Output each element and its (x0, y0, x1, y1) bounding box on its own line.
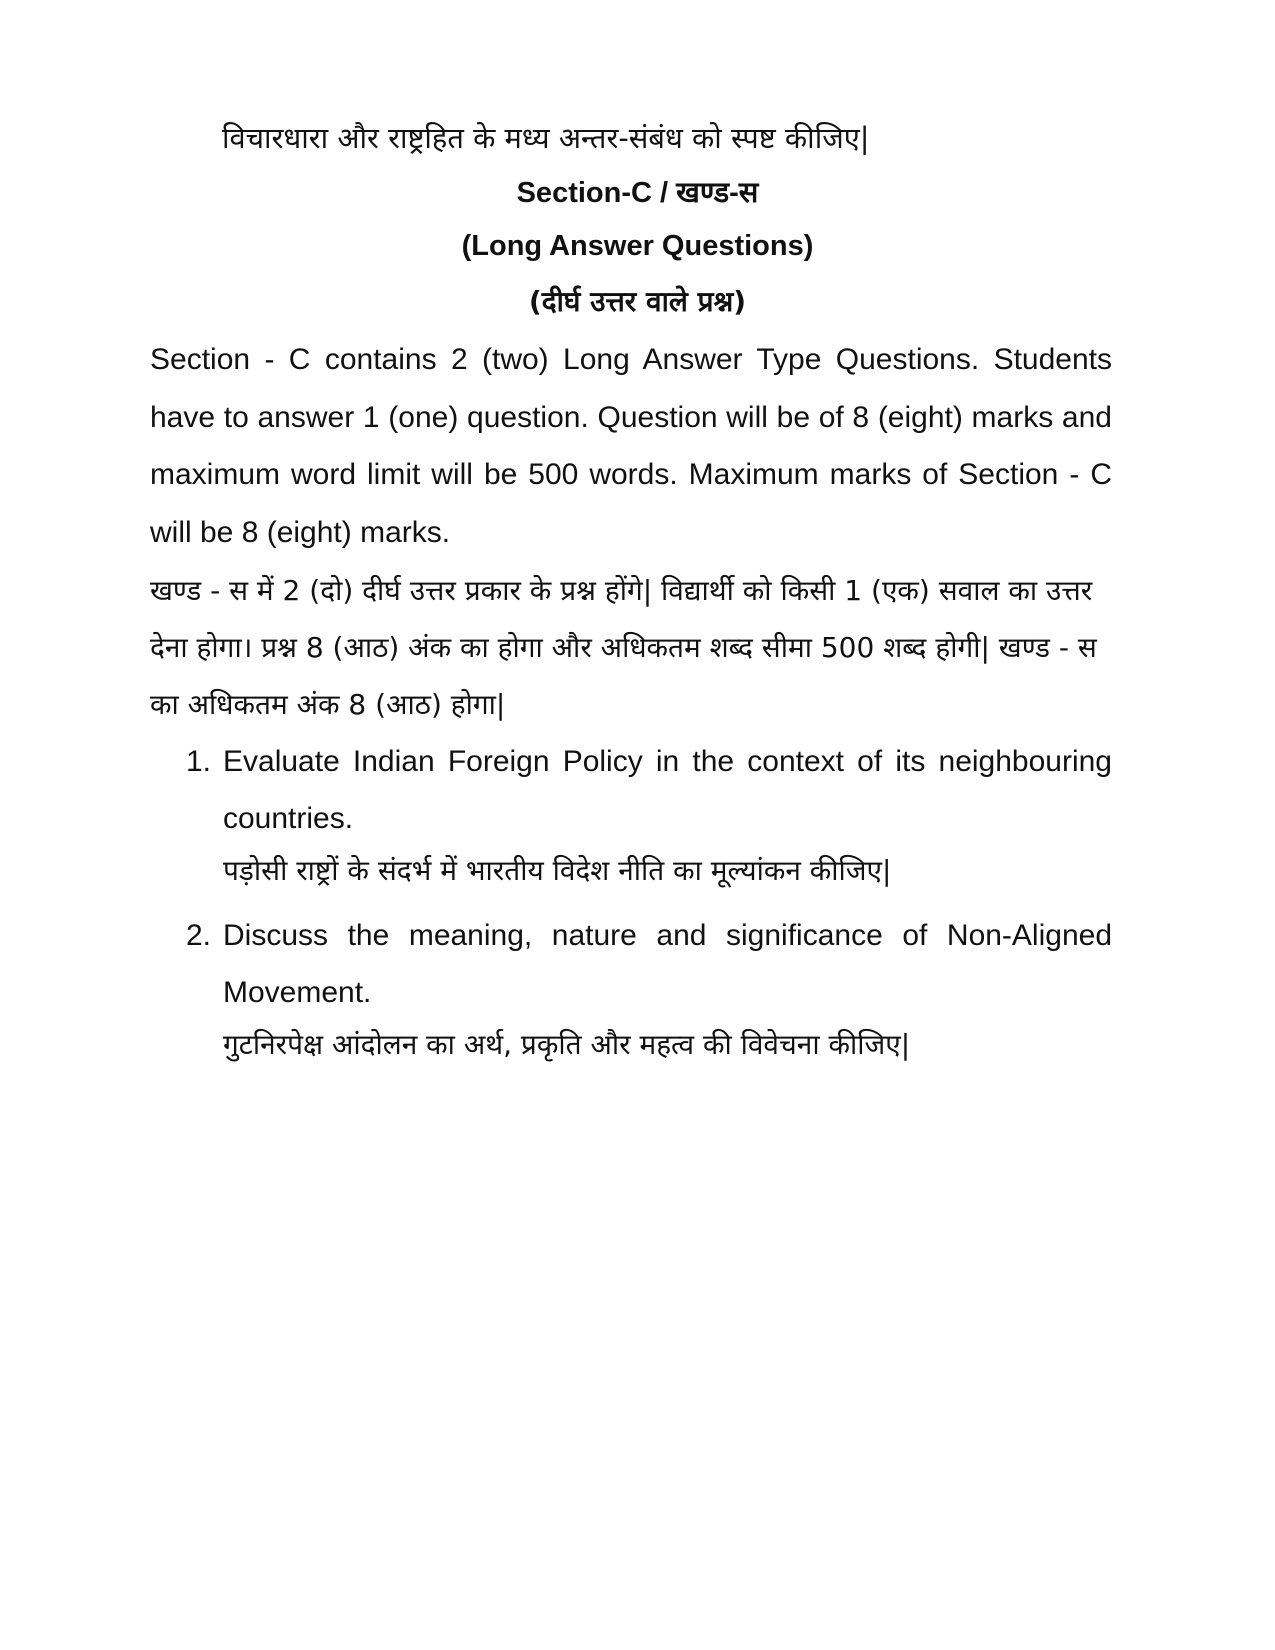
previous-question-text: विचारधारा और राष्ट्रहित के मध्य अन्तर-संबंध को स्पष्ट कीजिए| (222, 121, 870, 155)
question-number: 2. (186, 919, 212, 952)
question-text-hindi: पड़ोसी राष्ट्रों के संदर्भ में भारतीय विदेश नीति का मूल्यांकन कीजिए| (223, 854, 892, 887)
question-text-hindi: गुटनिरपेक्ष आंदोलन का अर्थ, प्रकृति और महत्व की विवेचना कीजिए| (223, 1028, 911, 1061)
section-subheading-hindi: (दीर्घ उत्तर वाले प्रश्न) (528, 285, 747, 318)
question-text-english: Discuss the meaning, nature and significance of Non-Aligned Movement. (223, 919, 1112, 1009)
section-subheading-english: (Long Answer Questions) (461, 230, 814, 262)
question-number: 1. (186, 745, 212, 778)
section-heading: Section-C / खण्ड-स (516, 177, 759, 209)
instructions-hindi: खण्ड - स में 2 (दो) दीर्घ उत्तर प्रकार के प्रश्न होंगे| विद्यार्थी को किसी 1 (एक) सवाल का उत्तर देना होगा। प्रश्न 8 (आठ) अंक का होगा और अधिकतम शब्द सीमा 500 शब्द होगी| खण्ड - स का अधिकतम अंक 8 (आठ) होगा| (150, 574, 1097, 721)
question-list (150, 733, 1112, 1081)
instructions-english: Section - C contains 2 (two) Long Answer Type Questions. Students have to answer 1 (one) question. Question will be of 8 (eight) marks and maximum word limit will be 500 words. Maximum marks of Section - C will be 8 (eight) marks. (150, 343, 1112, 549)
question-item (150, 733, 1112, 893)
question-item (150, 907, 1112, 1067)
question-text-english: Evaluate Indian Foreign Policy in the context of its neighbouring countries. (223, 745, 1112, 835)
